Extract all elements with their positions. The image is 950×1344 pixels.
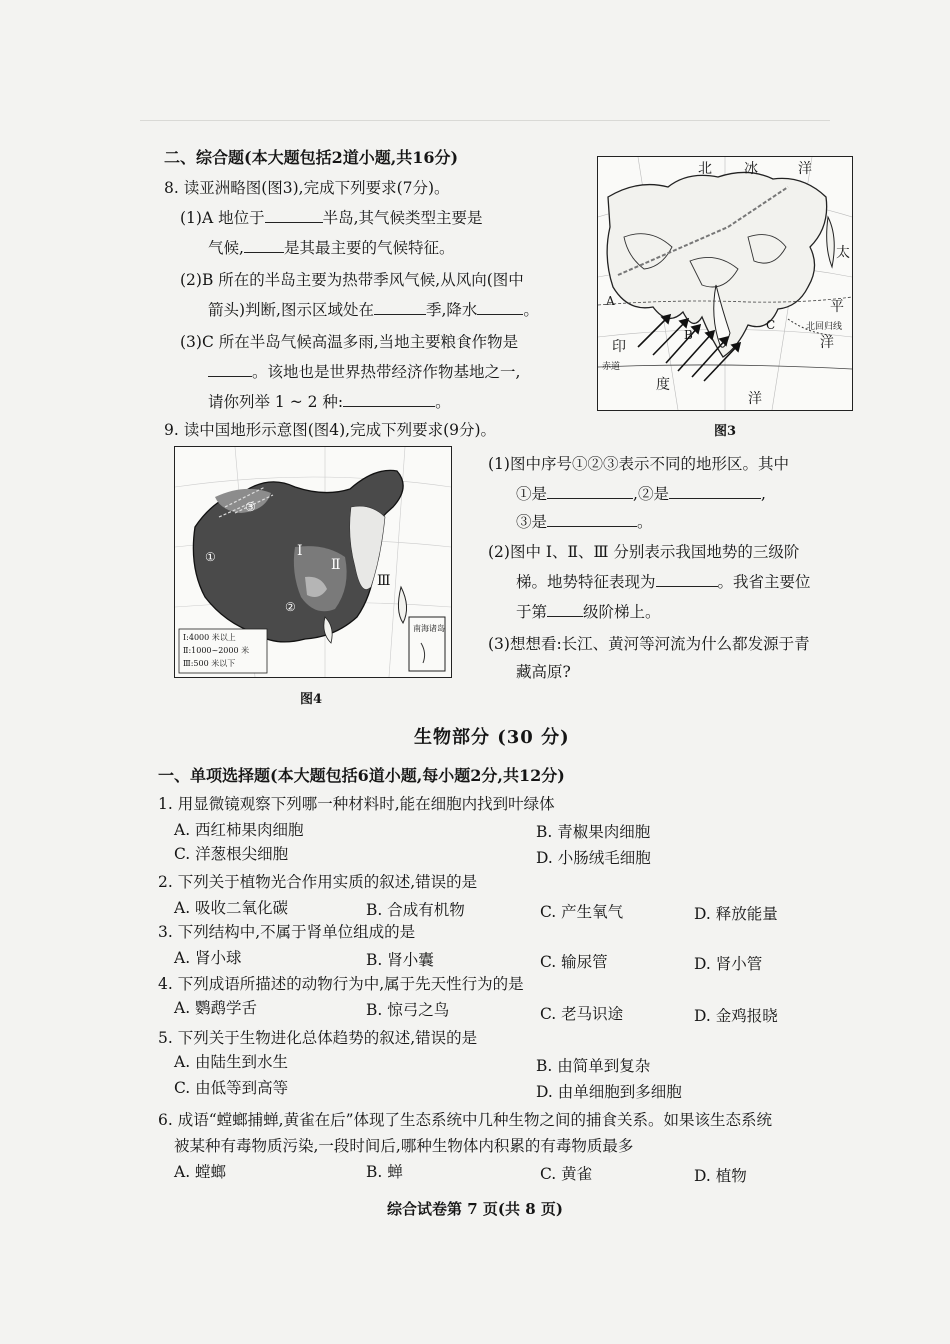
bio-q1-option-b: B. 青椒果肉细胞	[536, 823, 651, 841]
map-label-tai: 太	[836, 245, 850, 261]
bio-q3-option-a: A. 肾小球	[174, 949, 242, 967]
q8-p3-text-d: 。	[435, 393, 451, 411]
china-terrain-figure	[174, 446, 452, 678]
asia-map-drawing	[598, 157, 852, 410]
answer-blank	[669, 484, 761, 499]
q8-p2-text-d: 。	[523, 301, 539, 319]
q9-part1-line2	[516, 484, 766, 504]
q8-part2-line2	[208, 300, 539, 320]
map-label-b: B	[684, 328, 693, 342]
page-footer: 综合试卷第 7 页(共 8 页)	[387, 1200, 563, 1218]
terrain-region-3: ③	[245, 500, 256, 514]
terrain-region-1: ①	[205, 550, 216, 564]
q9-p2-text-d: 于第	[516, 603, 548, 621]
map-label-ice: 冰	[744, 161, 758, 177]
answer-blank	[374, 300, 426, 315]
answer-blank	[656, 572, 718, 587]
q9-part2-line2	[516, 572, 811, 592]
q9-part2-line3	[516, 602, 661, 622]
bio-q5-option-c: C. 由低等到高等	[174, 1079, 289, 1097]
q9-stem: 9. 读中国地形示意图(图4),完成下列要求(9分)。	[164, 421, 497, 439]
biology-heading: 生物部分 (30 分)	[414, 727, 570, 748]
legend-step1: Ⅰ:4000 米以上	[183, 633, 236, 642]
q9-part3-line2: 藏高原?	[516, 663, 571, 681]
bio-q2-option-d: D. 释放能量	[694, 905, 778, 923]
legend-step3: Ⅲ:500 米以下	[183, 659, 236, 668]
q9-p1-text-f: 。	[637, 513, 653, 531]
bio-q2-option-c: C. 产生氧气	[540, 903, 624, 921]
q8-part1-line1	[180, 208, 483, 228]
fig4-caption: 图4	[300, 692, 323, 707]
bio-q6-stem-line2: 被某种有毒物质污染,一段时间后,哪种生物体内积累的有毒物质最多	[174, 1137, 634, 1155]
q8-p1-text-b: 半岛,其气候类型主要是	[322, 209, 483, 227]
bio-q1-option-c: C. 洋葱根尖细胞	[174, 845, 289, 863]
bio-q5-option-b: B. 由简单到复杂	[536, 1057, 651, 1075]
q9-p1-text-c: ,②是	[633, 485, 669, 503]
map-label-ping: 平	[830, 299, 844, 315]
bio-q5-option-a: A. 由陆生到水生	[174, 1053, 289, 1071]
q8-p3-text-c: 请你列举 1 ~ 2 种:	[208, 393, 344, 411]
bio-q1-stem: 1. 用显微镜观察下列哪一种材料时,能在细胞内找到叶绿体	[158, 795, 555, 813]
answer-blank	[477, 300, 523, 315]
q8-stem: 8. 读亚洲略图(图3),完成下列要求(7分)。	[164, 179, 450, 197]
scan-artifact-line	[140, 120, 830, 121]
q9-p1-text-d: ,	[760, 485, 766, 503]
answer-blank	[244, 238, 284, 253]
answer-blank	[343, 392, 435, 407]
fig3-caption: 图3	[714, 424, 737, 439]
q8-p1-text-a: (1)A 地位于	[180, 209, 265, 227]
q9-p2-text-c: 。我省主要位	[717, 573, 811, 591]
q8-p2-text-c: 季,降水	[425, 301, 478, 319]
bio-q6-stem: 6. 成语“螳螂捕蝉,黄雀在后”体现了生态系统中几种生物之间的捕食关系。如果该生态系统	[158, 1111, 772, 1129]
bio-q4-option-c: C. 老马识途	[540, 1005, 624, 1023]
map-label-yin: 印	[612, 339, 626, 355]
bio-q1-option-a: A. 西红柿果肉细胞	[174, 821, 304, 839]
q8-part3-line3	[208, 392, 451, 412]
answer-blank	[547, 484, 633, 499]
terrain-region-2: ②	[285, 600, 296, 614]
q9-p1-text-b: ①是	[516, 485, 548, 503]
q8-p3-text-b: 。该地也是世界热带经济作物基地之一,	[252, 363, 521, 381]
q9-p2-text-b: 梯。地势特征表现为	[516, 573, 656, 591]
map-label-a: A	[606, 294, 615, 308]
bio-q4-option-b: B. 惊弓之鸟	[366, 1001, 450, 1019]
map-label-north: 北	[698, 161, 712, 177]
q8-p1-text-c: 气候,	[208, 239, 244, 257]
map-label-ocean-arctic: 洋	[798, 161, 812, 177]
q8-part3-line2	[208, 362, 520, 382]
map-label-equator: 赤道	[602, 362, 621, 372]
bio-q4-option-d: D. 金鸡报晓	[694, 1007, 778, 1025]
q9-p2-text-e: 级阶梯上。	[583, 603, 661, 621]
bio-q2-option-b: B. 合成有机物	[366, 901, 465, 919]
q9-part2-line1: (2)图中 Ⅰ、Ⅱ、Ⅲ 分别表示我国地势的三级阶	[488, 543, 800, 561]
terrain-label-step3: Ⅲ	[377, 573, 391, 589]
map-label-du: 度	[656, 377, 670, 393]
bio-q6-option-b: B. 蝉	[366, 1163, 403, 1181]
terrain-label-step2: Ⅱ	[331, 557, 341, 573]
q8-part1-line2	[208, 238, 454, 258]
bio-q5-option-d: D. 由单细胞到多细胞	[536, 1083, 682, 1101]
map-label-ocean-pacific: 洋	[820, 335, 834, 351]
bio-q2-option-a: A. 吸收二氧化碳	[174, 899, 289, 917]
bio-q6-option-d: D. 植物	[694, 1167, 747, 1185]
answer-blank	[547, 512, 637, 527]
q9-part1-line3	[516, 512, 653, 532]
q9-p1-text-e: ③是	[516, 513, 548, 531]
q8-p1-text-d: 是其最主要的气候特征。	[283, 239, 455, 257]
map-label-ocean-indian: 洋	[748, 391, 762, 407]
q8-part3-line1: (3)C 所在半岛气候高温多雨,当地主要粮食作物是	[180, 333, 519, 351]
bio-section-heading: 一、单项选择题(本大题包括6道小题,每小题2分,共12分)	[158, 766, 565, 785]
bio-q4-stem: 4. 下列成语所描述的动物行为中,属于先天性行为的是	[158, 975, 524, 993]
bio-q6-option-a: A. 螳螂	[174, 1163, 227, 1181]
q9-part1-line1: (1)图中序号①②③表示不同的地形区。其中	[488, 455, 789, 473]
bio-q3-option-d: D. 肾小管	[694, 955, 763, 973]
q8-p2-text-b: 箭头)判断,图示区域处在	[208, 301, 374, 319]
legend-step2: Ⅱ:1000~2000 米	[183, 646, 250, 655]
bio-q2-stem: 2. 下列关于植物光合作用实质的叙述,错误的是	[158, 873, 478, 891]
bio-q3-option-c: C. 输尿管	[540, 953, 608, 971]
bio-q3-stem: 3. 下列结构中,不属于肾单位组成的是	[158, 923, 416, 941]
answer-blank	[265, 208, 323, 223]
q9-part3-line1: (3)想想看:长江、黄河等河流为什么都发源于青	[488, 635, 810, 653]
answer-blank	[547, 602, 583, 617]
bio-q3-option-b: B. 肾小囊	[366, 951, 434, 969]
bio-q1-option-d: D. 小肠绒毛细胞	[536, 849, 651, 867]
answer-blank	[208, 362, 252, 377]
bio-q4-option-a: A. 鹦鹉学舌	[174, 999, 258, 1017]
map-label-c: C	[766, 318, 776, 332]
asia-map-figure	[597, 156, 853, 411]
q8-part2-line1: (2)B 所在的半岛主要为热带季风气候,从风向(图中	[180, 271, 524, 289]
bio-q6-option-c: C. 黄雀	[540, 1165, 593, 1183]
map-label-tropic: 北回归线	[806, 322, 843, 332]
terrain-label-step1: Ⅰ	[297, 543, 303, 559]
bio-q5-stem: 5. 下列关于生物进化总体趋势的叙述,错误的是	[158, 1029, 478, 1047]
geo-section-heading: 二、综合题(本大题包括2道小题,共16分)	[164, 148, 459, 167]
inset-label-nanhai: 南海诸岛	[413, 624, 445, 633]
